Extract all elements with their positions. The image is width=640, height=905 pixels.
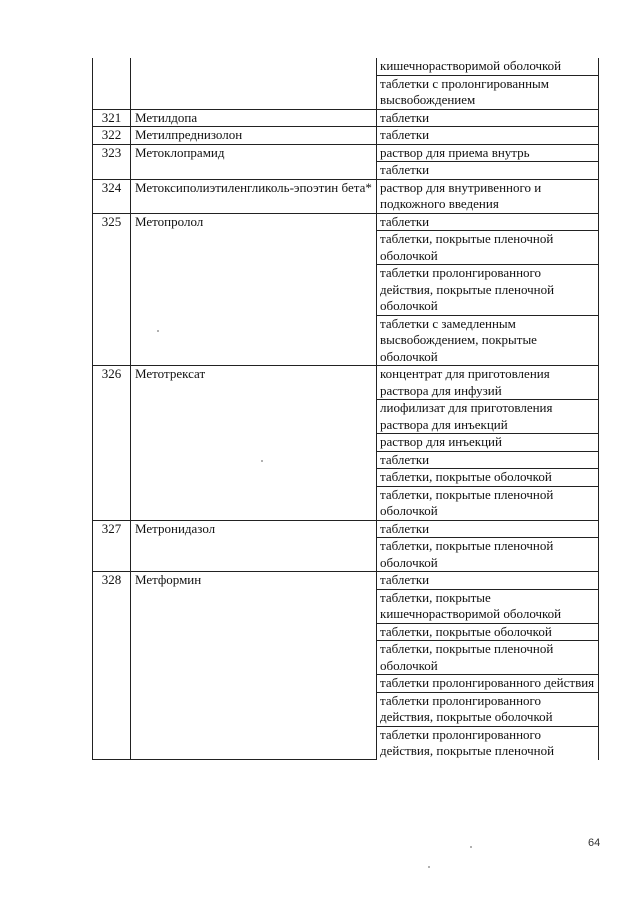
drug-name: Метопролол [131, 213, 377, 231]
table-row [93, 692, 599, 726]
table-row [93, 109, 599, 127]
drug-name: Метилпреднизолон [131, 127, 377, 145]
drug-name [131, 641, 377, 675]
table-row [93, 469, 599, 487]
table-row [93, 641, 599, 675]
drug-number [93, 231, 131, 265]
scan-speck [428, 866, 430, 868]
dosage-form: таблетки [377, 572, 599, 590]
dosage-form: таблетки [377, 213, 599, 231]
drug-number: 322 [93, 127, 131, 145]
dosage-form: таблетки [377, 162, 599, 180]
table-row [93, 538, 599, 572]
page-number: 64 [588, 837, 601, 849]
drug-number [93, 675, 131, 693]
drug-number [93, 434, 131, 452]
drug-name: Метоксиполиэтиленгликоль-эпоэтин бета* [131, 179, 377, 213]
dosage-form: таблетки, покрытые пленочной оболочкой [377, 641, 599, 675]
drug-name: Метотрексат [131, 366, 377, 400]
table-row [93, 265, 599, 316]
scan-speck [470, 846, 472, 848]
drug-number [93, 451, 131, 469]
drug-table-body [93, 58, 599, 760]
table-row [93, 623, 599, 641]
dosage-form: концентрат для приготовления раствора для инфузий [377, 366, 599, 400]
drug-number [93, 726, 131, 760]
dosage-form: лиофилизат для приготовления раствора для инъекций [377, 400, 599, 434]
drug-name [131, 726, 377, 760]
table-row [93, 572, 599, 590]
dosage-form: таблетки [377, 127, 599, 145]
drug-name [131, 692, 377, 726]
table-row [93, 589, 599, 623]
dosage-form: раствор для внутривенного и подкожного введения [377, 179, 599, 213]
dosage-form: кишечнорастворимой оболочкой [377, 58, 599, 75]
table-row [93, 58, 599, 75]
drug-number [93, 469, 131, 487]
drug-number [93, 75, 131, 109]
drug-number: 327 [93, 520, 131, 538]
drug-number: 325 [93, 213, 131, 231]
drug-name [131, 75, 377, 109]
drug-number: 321 [93, 109, 131, 127]
dosage-form: таблетки, покрытые пленочной оболочкой [377, 486, 599, 520]
table-row [93, 486, 599, 520]
table-row [93, 231, 599, 265]
table-row [93, 366, 599, 400]
drug-name [131, 451, 377, 469]
drug-number [93, 538, 131, 572]
drug-number [93, 265, 131, 316]
table-row [93, 726, 599, 760]
table-row [93, 162, 599, 180]
drug-name: Метилдопа [131, 109, 377, 127]
drug-name [131, 231, 377, 265]
dosage-form: таблетки пролонгированного действия, покрытые пленочной [377, 726, 599, 760]
dosage-form: таблетки пролонгированного действия [377, 675, 599, 693]
dosage-form: раствор для приема внутрь [377, 144, 599, 162]
drug-name: Метформин [131, 572, 377, 590]
drug-number [93, 589, 131, 623]
drug-table [92, 58, 599, 760]
dosage-form: таблетки, покрытые пленочной оболочкой [377, 231, 599, 265]
drug-number [93, 623, 131, 641]
drug-name [131, 265, 377, 316]
dosage-form: таблетки с замедленным высвобождением, покрытые оболочкой [377, 315, 599, 366]
drug-number [93, 58, 131, 75]
drug-number: 328 [93, 572, 131, 590]
table-row [93, 213, 599, 231]
table-row [93, 520, 599, 538]
drug-number [93, 400, 131, 434]
table-row [93, 127, 599, 145]
drug-number [93, 692, 131, 726]
drug-name [131, 486, 377, 520]
table-row [93, 179, 599, 213]
dosage-form: таблетки пролонгированного действия, покрытые оболочкой [377, 692, 599, 726]
drug-number [93, 641, 131, 675]
drug-name: Метронидазол [131, 520, 377, 538]
dosage-form: таблетки [377, 520, 599, 538]
drug-name [131, 623, 377, 641]
dosage-form: таблетки, покрытые кишечнорастворимой оболочкой [377, 589, 599, 623]
drug-name [131, 469, 377, 487]
drug-name [131, 400, 377, 434]
drug-name [131, 434, 377, 452]
drug-name [131, 162, 377, 180]
table-row [93, 400, 599, 434]
scan-speck [157, 330, 159, 332]
dosage-form: таблетки, покрытые оболочкой [377, 623, 599, 641]
drug-name [131, 538, 377, 572]
drug-name [131, 675, 377, 693]
table-row [93, 451, 599, 469]
drug-number: 326 [93, 366, 131, 400]
scan-speck [261, 460, 263, 462]
drug-name [131, 589, 377, 623]
drug-name [131, 315, 377, 366]
dosage-form: таблетки [377, 451, 599, 469]
table-row [93, 144, 599, 162]
dosage-form: таблетки с пролонгированным высвобождением [377, 75, 599, 109]
drug-number [93, 162, 131, 180]
table-row [93, 315, 599, 366]
dosage-form: таблетки, покрытые оболочкой [377, 469, 599, 487]
drug-name [131, 58, 377, 75]
dosage-form: таблетки [377, 109, 599, 127]
drug-number: 324 [93, 179, 131, 213]
drug-number [93, 486, 131, 520]
table-row [93, 675, 599, 693]
drug-name: Метоклопрамид [131, 144, 377, 162]
drug-number: 323 [93, 144, 131, 162]
dosage-form: таблетки, покрытые пленочной оболочкой [377, 538, 599, 572]
table-row [93, 75, 599, 109]
dosage-form: раствор для инъекций [377, 434, 599, 452]
table-row [93, 434, 599, 452]
dosage-form: таблетки пролонгированного действия, покрытые пленочной оболочкой [377, 265, 599, 316]
drug-number [93, 315, 131, 366]
